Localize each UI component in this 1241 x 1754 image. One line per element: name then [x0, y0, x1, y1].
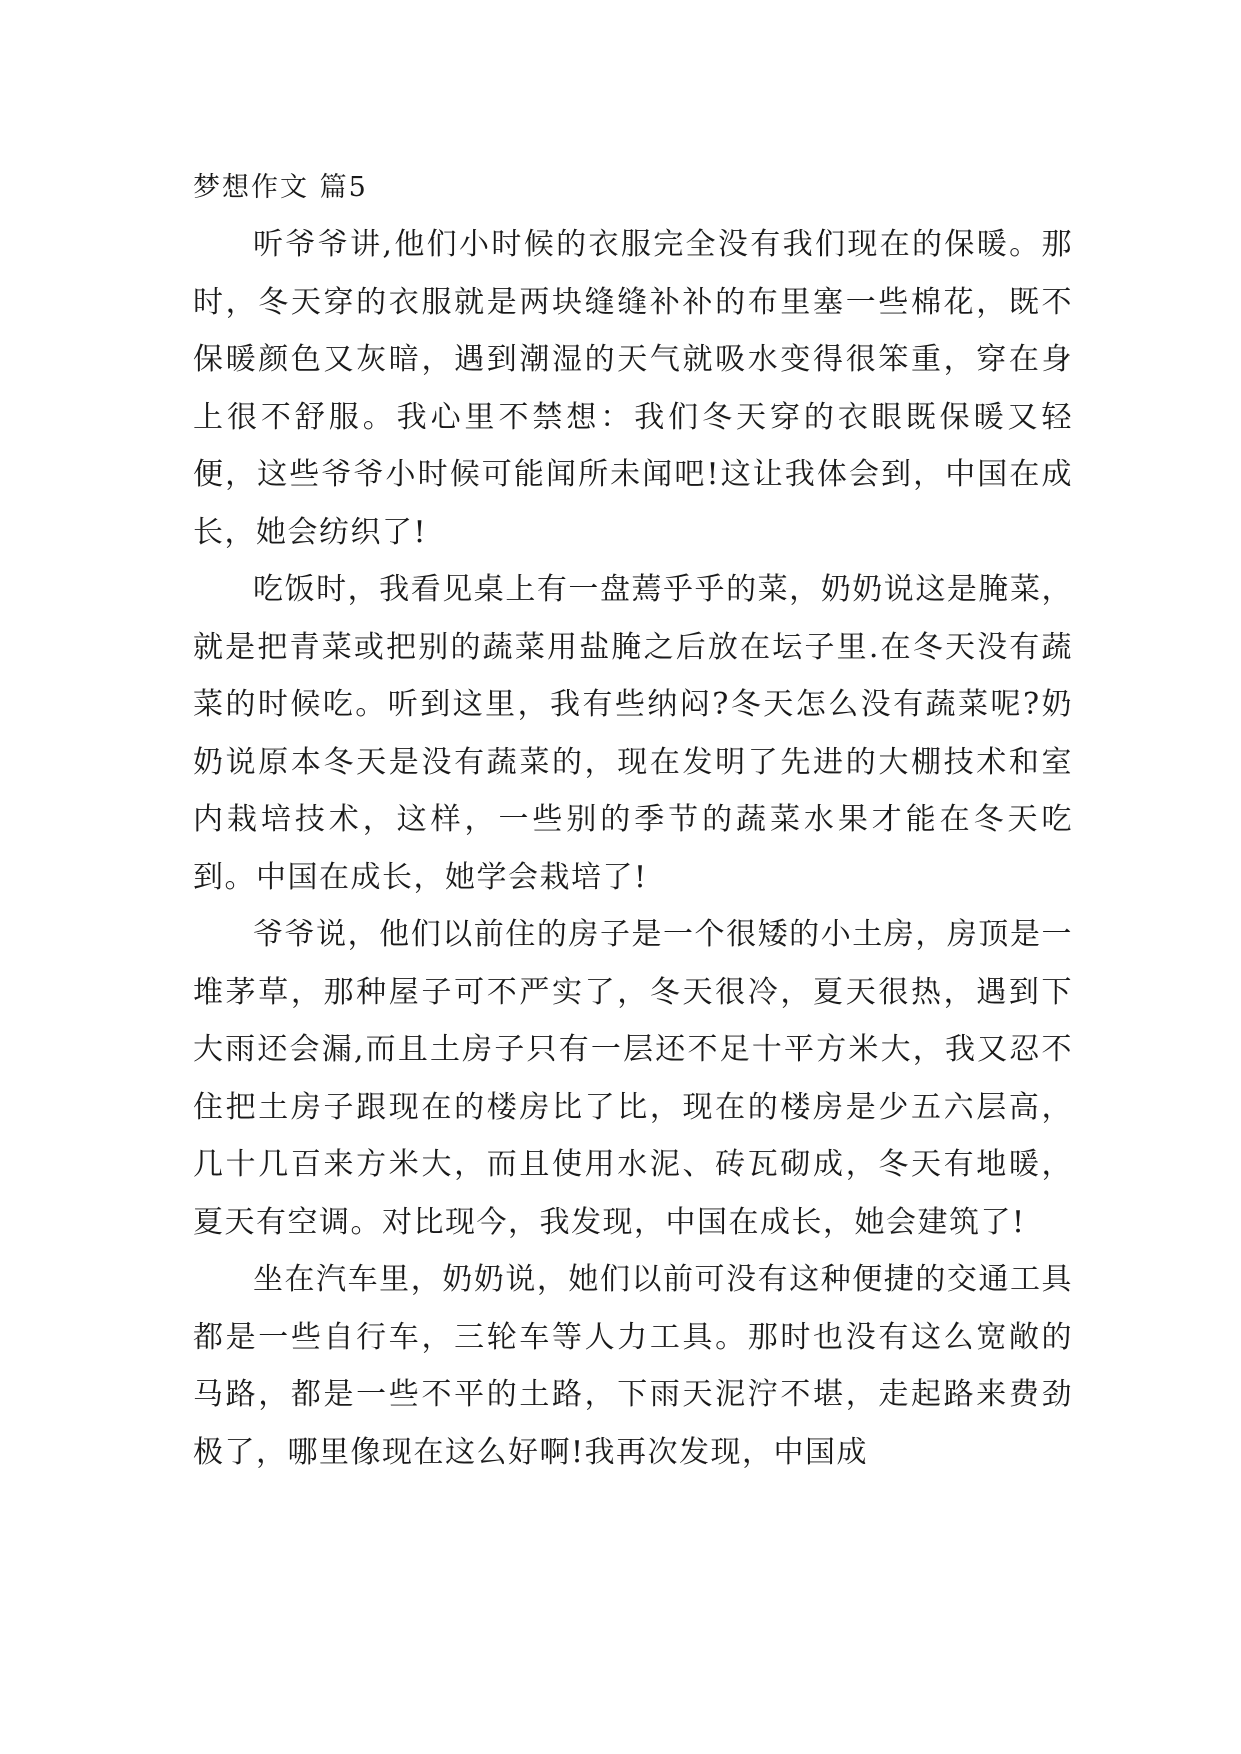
paragraph-transport: 坐在汽车里，奶奶说，她们以前可没有这种便捷的交通工具都是一些自行车，三轮车等人力工具。那时也没有这么宽敞的马路，都是一些不平的土路，下雨天泥泞不堪，走起路来费劲极了，哪里像现在这么好啊!我再次发现，中国成 [193, 1262, 1073, 1470]
essay-title: 梦想作文 篇5 [193, 172, 368, 203]
document-body [193, 160, 1073, 1481]
paragraph-clothing: 听爷爷讲,他们小时候的衣服完全没有我们现在的保暖。那时，冬天穿的衣服就是两块缝缝补补的布里塞一些棉花，既不保暖颜色又灰暗，遇到潮湿的天气就吸水变得很笨重，穿在身上很不舒服。我心里不禁想：我们冬天穿的衣眼既保暖又轻便，这些爷爷小时候可能闻所未闻吧!这让我体会到，中国在成长，她会纺织了! [193, 227, 1073, 550]
paragraph-housing: 爷爷说，他们以前住的房子是一个很矮的小土房，房顶是一堆茅草，那种屋子可不严实了，冬天很冷，夏天很热，遇到下大雨还会漏,而且土房子只有一层还不足十平方米大，我又忍不住把土房子跟现在的楼房比了比，现在的楼房是少五六层高，几十几百来方米大，而且使用水泥、砖瓦砌成，冬天有地暖，夏天有空调。对比现今，我发现，中国在成长，她会建筑了! [193, 917, 1073, 1240]
paragraph-vegetables: 吃饭时，我看见桌上有一盘蔫乎乎的菜，奶奶说这是腌菜，就是把青菜或把别的蔬菜用盐腌之后放在坛子里.在冬天没有蔬菜的时候吃。听到这里，我有些纳闷?冬天怎么没有蔬菜呢?奶奶说原本冬天是没有蔬菜的，现在发明了先进的大棚技术和室内栽培技术，这样，一些别的季节的蔬菜水果才能在冬天吃到。中国在成长，她学会栽培了! [193, 572, 1073, 895]
